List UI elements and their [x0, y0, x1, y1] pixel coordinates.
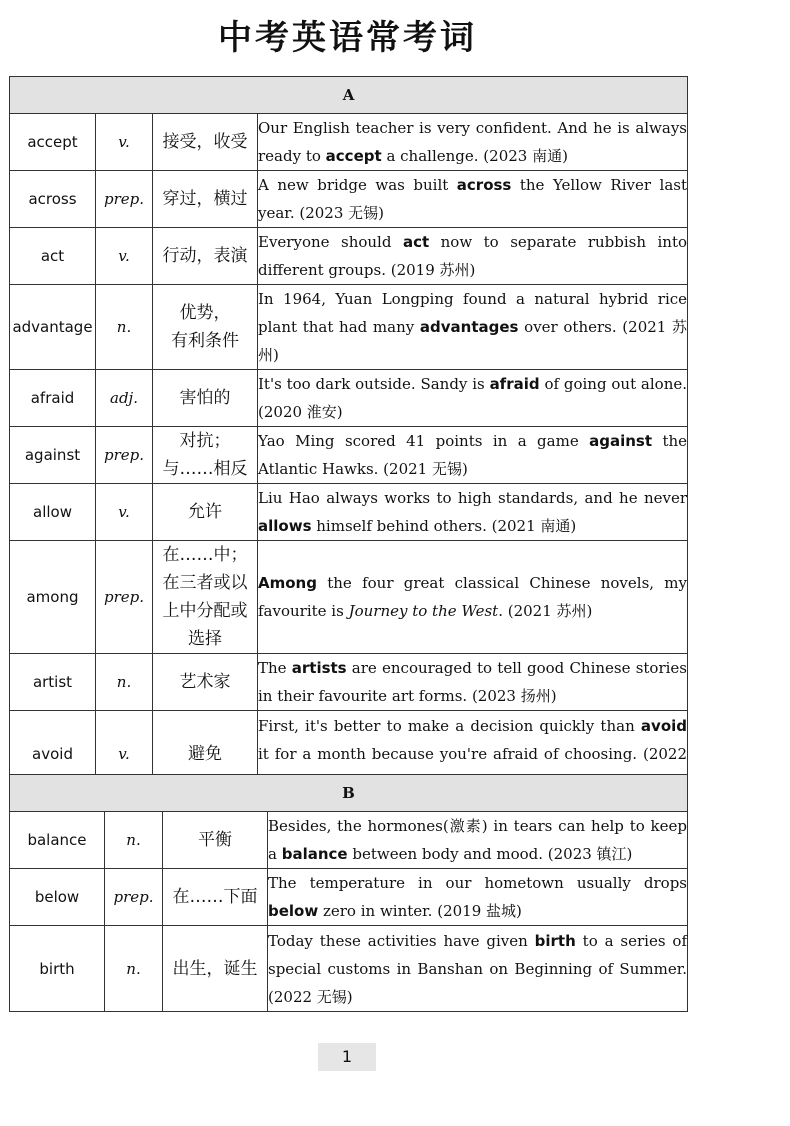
example-sentence-cell	[258, 484, 688, 541]
word-cell: across	[10, 171, 96, 228]
word-cell: against	[10, 427, 96, 484]
section-header-row	[10, 775, 688, 812]
meaning-cell: 优势， 有利条件	[153, 285, 258, 370]
meaning-cell: 接受，收受	[153, 114, 258, 171]
meaning-cell: 出生，诞生	[163, 926, 268, 1012]
example-sentence-cell	[258, 541, 688, 654]
part-of-speech-cell: n.	[105, 812, 163, 869]
sentence-text: himself behind others. (2021 南通)	[311, 517, 577, 535]
sentence-text: the Atlantic Hawks. (2021 无锡)	[258, 432, 688, 478]
sentence-text: . (2021 苏州)	[498, 602, 593, 620]
part-of-speech-cell: n.	[96, 654, 153, 711]
word-cell: birth	[10, 926, 105, 1012]
example-sentence-cell	[268, 812, 688, 869]
word-cell: allow	[10, 484, 96, 541]
keyword-highlight: advantages	[419, 318, 519, 336]
word-cell: advantage	[10, 285, 96, 370]
meaning-cell: 平衡	[163, 812, 268, 869]
table-row	[10, 869, 688, 926]
example-sentence-cell	[258, 285, 688, 370]
keyword-highlight: Among	[258, 574, 317, 592]
word-cell: avoid	[10, 711, 96, 797]
keyword-highlight: across	[456, 176, 512, 194]
sentence-text: Today these activities have given	[268, 931, 535, 950]
table-body	[10, 775, 688, 1012]
sentence-text: the four great classical Chinese novels, my favourite is	[258, 574, 688, 620]
meaning-cell: 害怕的	[153, 370, 258, 427]
table-row	[10, 812, 688, 869]
meaning-cell: 避免	[153, 711, 258, 797]
sentence-text: It's too dark outside. Sandy is	[258, 375, 490, 393]
table-row	[10, 171, 688, 228]
keyword-highlight: allows	[258, 517, 312, 535]
part-of-speech-cell: n.	[96, 285, 153, 370]
keyword-highlight: accept	[325, 147, 382, 165]
table-row	[10, 228, 688, 285]
sentence-text: it for a month because you're afraid of choosing. (2022	[258, 744, 688, 763]
keyword-highlight: artists	[291, 659, 347, 677]
example-sentence-cell	[268, 926, 688, 1012]
example-sentence-cell	[268, 869, 688, 926]
word-cell: artist	[10, 654, 96, 711]
part-of-speech-cell: adj.	[96, 370, 153, 427]
page-number: 1	[318, 1043, 376, 1071]
vocab-table-b	[9, 774, 688, 1012]
part-of-speech-cell: n.	[105, 926, 163, 1012]
part-of-speech-cell: prep.	[96, 541, 153, 654]
table-row	[10, 114, 688, 171]
meaning-cell: 在……中； 在三者或以 上中分配或 选择	[153, 541, 258, 654]
table-row	[10, 926, 688, 1012]
sentence-text: Yao Ming scored 41 points in a game	[258, 432, 590, 450]
word-cell: afraid	[10, 370, 96, 427]
table-row	[10, 285, 688, 370]
vocab-table-a	[9, 76, 688, 797]
keyword-highlight: birth	[534, 931, 576, 950]
sentence-text: First, it's better to make a decision quickly than	[258, 716, 641, 735]
sentence-text: Our English teacher is very confident. And he is always ready to	[258, 119, 688, 165]
section-header-row	[10, 77, 688, 114]
sentence-text: zero in winter. (2019 盐城)	[318, 902, 522, 920]
meaning-cell: 穿过，横过	[153, 171, 258, 228]
meaning-cell: 对抗； 与……相反	[153, 427, 258, 484]
word-cell: balance	[10, 812, 105, 869]
table-body	[10, 77, 688, 797]
sentence-text: In 1964, Yuan Longping found a natural hybrid rice plant that had many	[258, 290, 688, 336]
part-of-speech-cell: v.	[96, 114, 153, 171]
italic-title: Journey to the West	[348, 602, 499, 620]
sentence-text: A new bridge was built	[258, 176, 457, 194]
page-title: 中考英语常考词	[218, 18, 477, 58]
example-sentence-cell	[258, 654, 688, 711]
table-row	[10, 484, 688, 541]
sentence-text: between body and mood. (2023 镇江)	[347, 845, 633, 863]
part-of-speech-cell: prep.	[105, 869, 163, 926]
part-of-speech-cell: prep.	[96, 427, 153, 484]
part-of-speech-cell: v.	[96, 711, 153, 797]
sentence-text: The	[258, 659, 292, 677]
sentence-text: the Yellow River last year. (2023 无锡)	[258, 176, 687, 222]
sentence-text: are encouraged to tell good Chinese stories in their favourite art forms. (2023 扬州)	[258, 659, 688, 705]
sentence-text: Everyone should	[258, 233, 403, 251]
part-of-speech-cell: v.	[96, 484, 153, 541]
keyword-highlight: against	[589, 432, 653, 450]
section-letter: B	[10, 775, 688, 812]
table-row	[10, 541, 688, 654]
table-row	[10, 370, 688, 427]
keyword-highlight: below	[268, 902, 319, 920]
word-cell: below	[10, 869, 105, 926]
meaning-cell: 艺术家	[153, 654, 258, 711]
example-sentence-cell	[258, 370, 688, 427]
keyword-highlight: avoid	[640, 716, 688, 735]
part-of-speech-cell: prep.	[96, 171, 153, 228]
sentence-text: to a series of special customs in Banshan on Beginning of Summer. (2022 无锡)	[268, 931, 687, 1006]
meaning-cell: 在……下面	[163, 869, 268, 926]
sentence-text: Besides, the hormones(激素) in tears can help to keep a	[268, 817, 687, 863]
keyword-highlight: afraid	[489, 375, 540, 393]
part-of-speech-cell: v.	[96, 228, 153, 285]
word-cell: accept	[10, 114, 96, 171]
sentence-text: The temperature in our hometown usually drops	[268, 874, 687, 892]
word-cell: act	[10, 228, 96, 285]
table-row	[10, 427, 688, 484]
meaning-cell: 允许	[153, 484, 258, 541]
sentence-text: of going out alone. (2020 淮安)	[258, 375, 687, 421]
sentence-text: now to separate rubbish into different groups. (2019 苏州)	[258, 233, 688, 279]
example-sentence-cell	[258, 114, 688, 171]
sentence-text: Liu Hao always works to high standards, and he never	[258, 489, 688, 507]
sentence-text: a challenge. (2023 南通)	[381, 147, 568, 165]
meaning-cell: 行动，表演	[153, 228, 258, 285]
word-cell: among	[10, 541, 96, 654]
keyword-highlight: act	[402, 233, 430, 251]
example-sentence-cell	[258, 427, 688, 484]
section-letter: A	[10, 77, 688, 114]
example-sentence-cell	[258, 171, 688, 228]
table-row	[10, 654, 688, 711]
keyword-highlight: balance	[281, 845, 348, 863]
sentence-text: over others. (2021 苏州)	[258, 318, 688, 364]
example-sentence-cell	[258, 228, 688, 285]
